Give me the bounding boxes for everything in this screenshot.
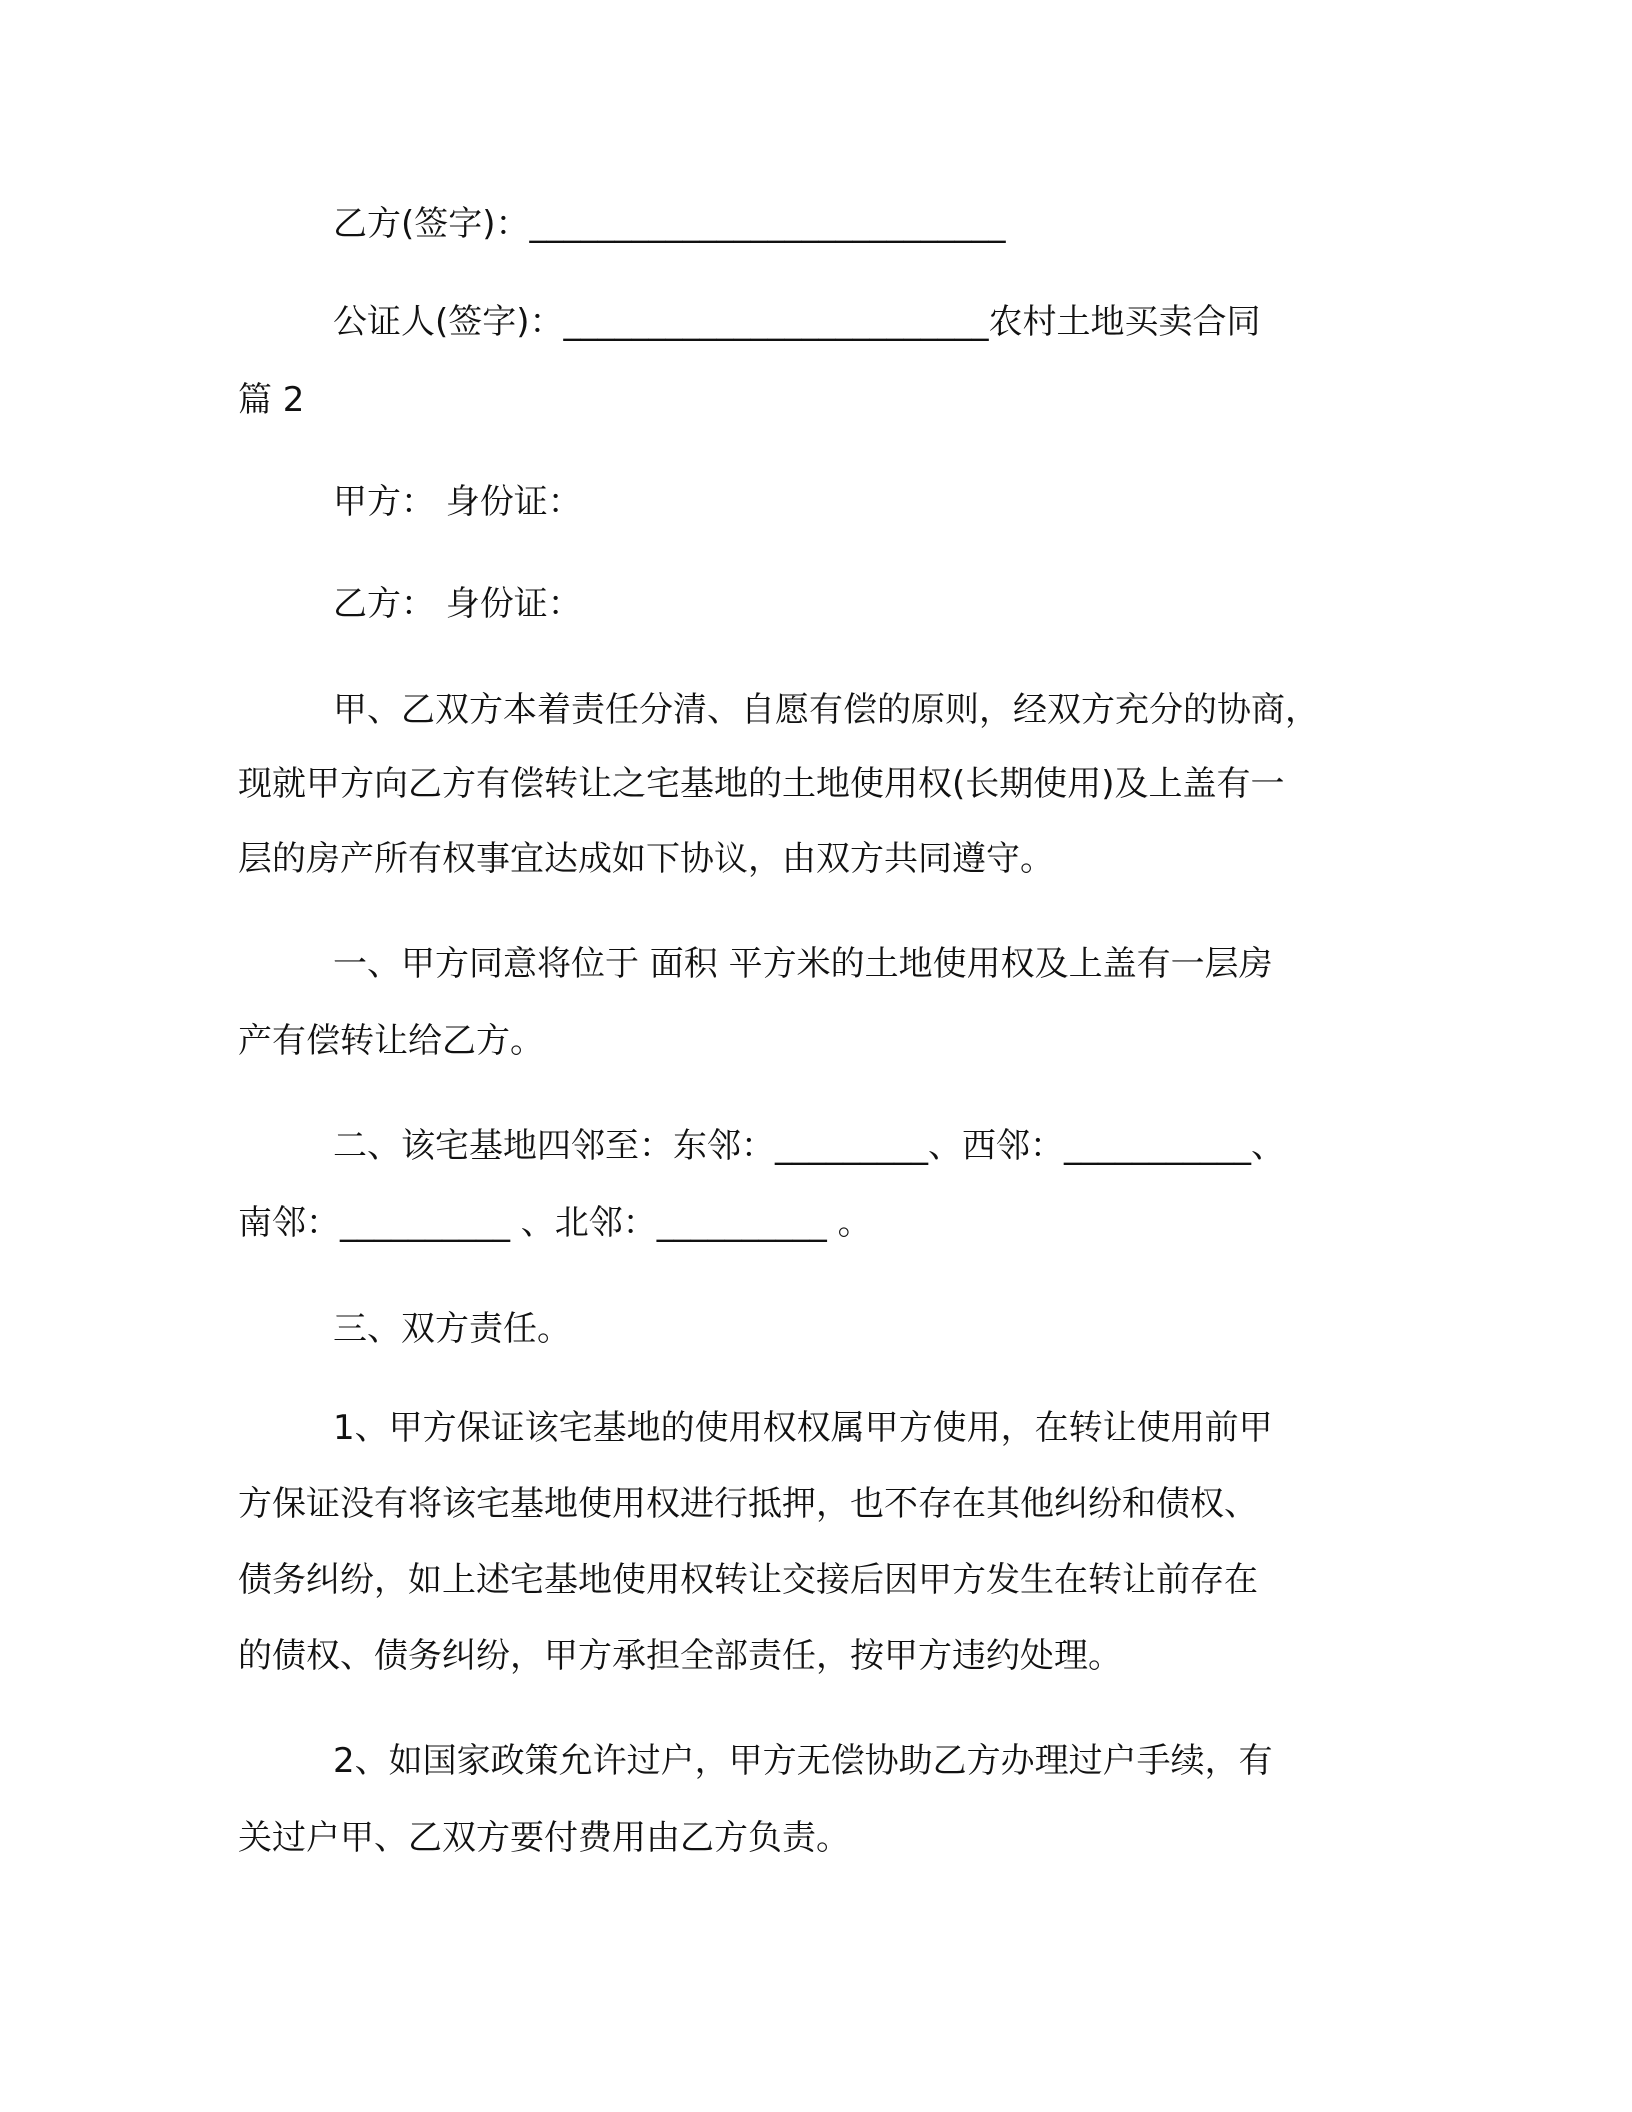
text-line-clause-2a: 二、该宅基地四邻至：东邻：_________、西邻：___________、: [333, 1126, 1285, 1166]
text-line-clause-2b: 南邻：__________ 、北邻：__________ 。: [238, 1203, 872, 1243]
text-line-duty-2b: 关过户甲、乙双方要付费用由乙方负责。: [238, 1818, 850, 1858]
text-line-clause-1a: 一、甲方同意将位于 面积 平方米的土地使用权及上盖有一层房: [333, 944, 1273, 984]
text-line-duty-1a: 1、甲方保证该宅基地的使用权权属甲方使用，在转让使用前甲: [333, 1408, 1273, 1448]
text-line-intro-2: 现就甲方向乙方有偿转让之宅基地的土地使用权(长期使用)及上盖有一: [238, 764, 1285, 804]
text-line-duty-1b: 方保证没有将该宅基地使用权进行抵押，也不存在其他纠纷和债权、: [238, 1484, 1258, 1524]
text-line-party-b-signature: 乙方(签字)：____________________________: [333, 204, 1006, 244]
text-line-clause-3: 三、双方责任。: [333, 1309, 571, 1349]
text-line-intro-3: 层的房产所有权事宜达成如下协议，由双方共同遵守。: [238, 839, 1054, 879]
text-line-chapter-2: 篇 2: [238, 380, 305, 420]
text-line-duty-1c: 债务纠纷，如上述宅基地使用权转让交接后因甲方发生在转让前存在: [238, 1560, 1258, 1600]
text-line-duty-1d: 的债权、债务纠纷，甲方承担全部责任，按甲方违约处理。: [238, 1636, 1122, 1676]
text-line-party-b-id: 乙方： 身份证：: [333, 584, 582, 624]
text-line-clause-1b: 产有偿转让给乙方。: [238, 1021, 544, 1061]
text-line-party-a-id: 甲方： 身份证：: [333, 482, 582, 522]
text-line-duty-2a: 2、如国家政策允许过户，甲方无偿协助乙方办理过户手续，有: [333, 1741, 1273, 1781]
text-line-notary-signature: 公证人(签字)：_________________________农村土地买卖合同: [333, 302, 1261, 342]
text-line-intro-1: 甲、乙双方本着责任分清、自愿有偿的原则，经双方充分的协商，: [333, 690, 1319, 730]
